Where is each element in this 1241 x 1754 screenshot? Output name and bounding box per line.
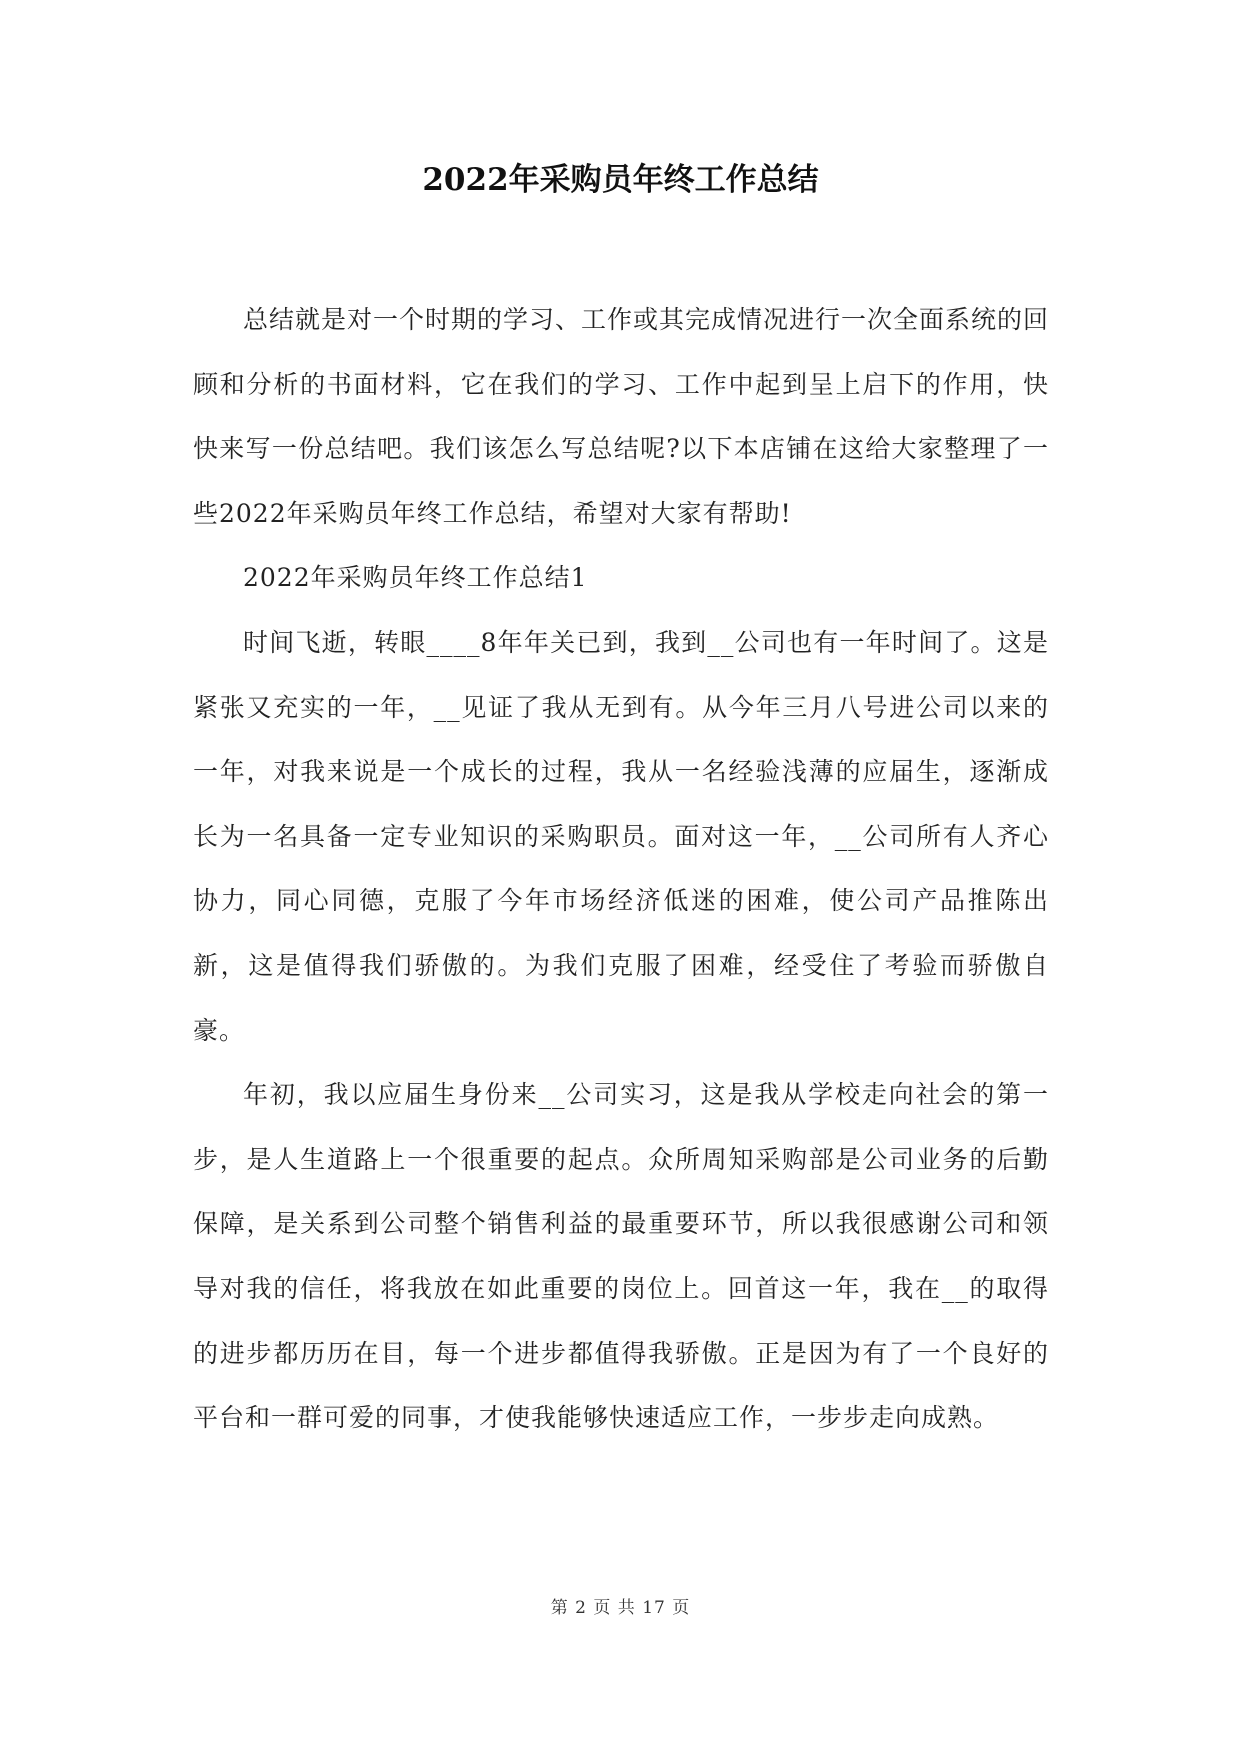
body-paragraph: 时间飞逝，转眼____8年年关已到，我到__公司也有一年时间了。这是紧张又充实的一年，__见证了我从无到有。从今年三月八号进公司以来的一年，对我来说是一个成长的过程，我从一名经验浅薄的应届生，逐渐成长为一名具备一定专业知识的采购职员。面对这一年，__公司所有人齐心协力，同心同德，克服了今年市场经济低迷的困难，使公司产品推陈出新，这是值得我们骄傲的。为我们克服了困难，经受住了考验而骄傲自豪。 — [193, 627, 1049, 1045]
document-title: 2022年采购员年终工作总结 — [422, 162, 819, 198]
page-number-footer: 第 2 页 共 17 页 — [550, 1598, 691, 1618]
document-body — [193, 288, 1049, 1451]
section-heading: 2022年采购员年终工作总结1 — [243, 563, 588, 593]
body-paragraph: 年初，我以应届生身份来__公司实习，这是我从学校走向社会的第一步，是人生道路上一个很重要的起点。众所周知采购部是公司业务的后勤保障，是关系到公司整个销售利益的最重要环节，所以我很感谢公司和领导对我的信任，将我放在如此重要的岗位上。回首这一年，我在__的取得的进步都历历在目，每一个进步都值得我骄傲。正是因为有了一个良好的平台和一群可爱的同事，才使我能够快速适应工作，一步步走向成熟。 — [193, 1080, 1049, 1433]
intro-paragraph: 总结就是对一个时期的学习、工作或其完成情况进行一次全面系统的回顾和分析的书面材料，它在我们的学习、工作中起到呈上启下的作用，快快来写一份总结吧。我们该怎么写总结呢?以下本店铺在这给大家整理了一些2022年采购员年终工作总结，希望对大家有帮助! — [193, 305, 1050, 528]
